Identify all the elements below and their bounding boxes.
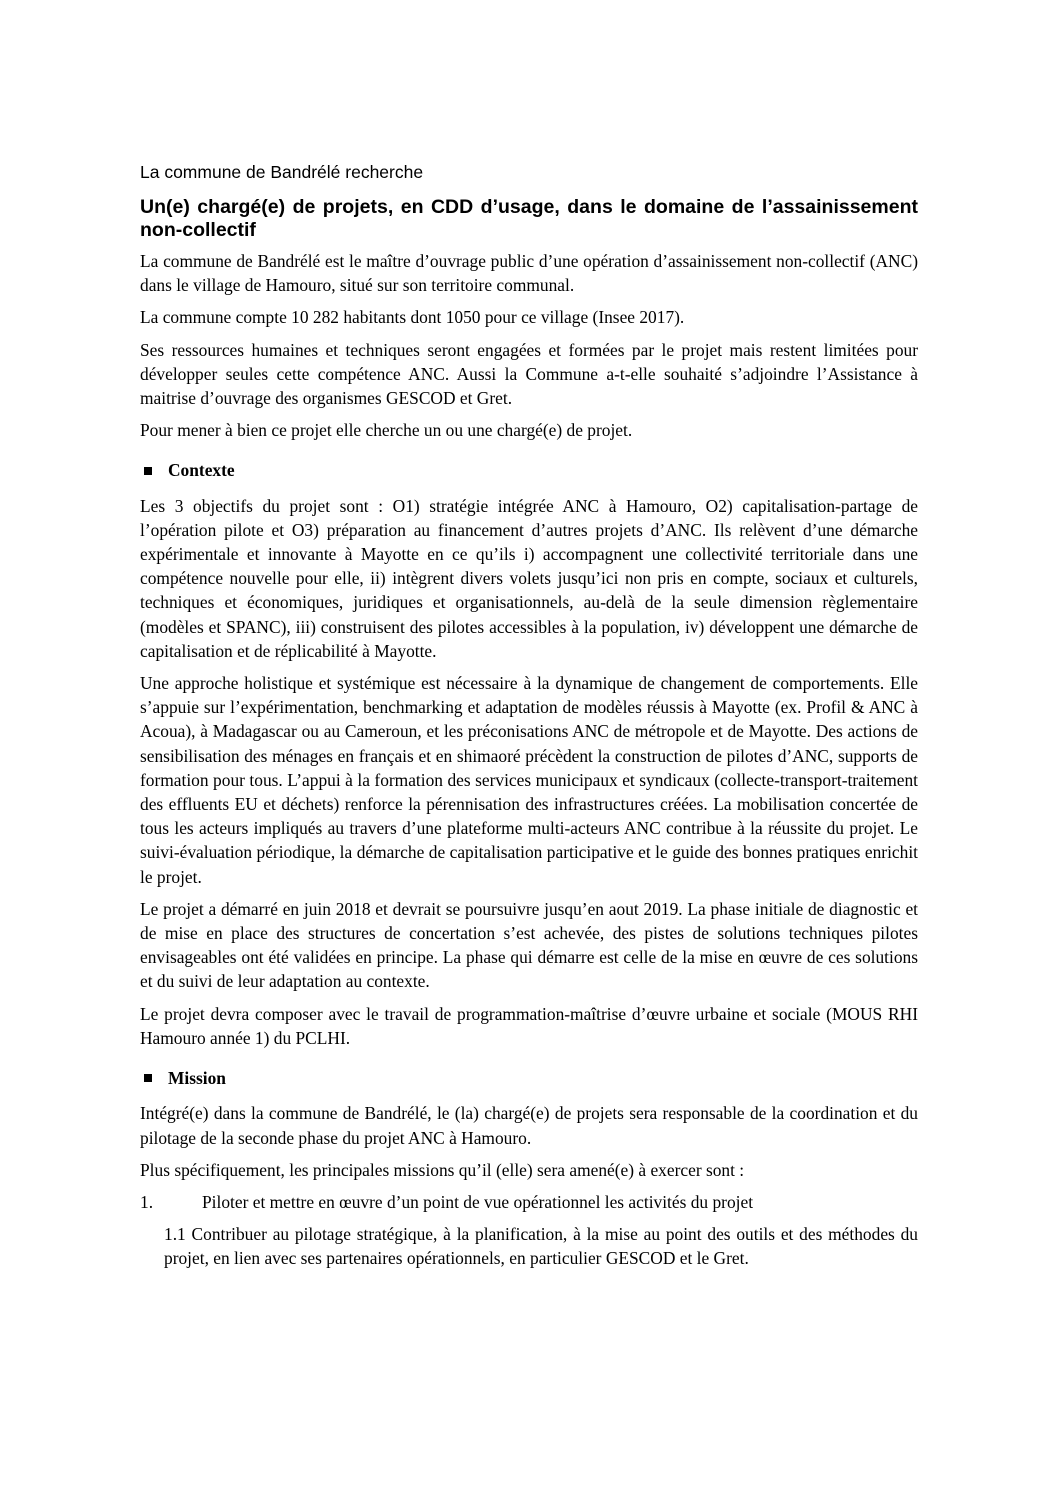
section-heading-contexte — [140, 458, 918, 482]
contexte-paragraph: Le projet devra composer avec le travail de programmation-maîtrise d’œuvre urbaine et sociale (MOUS RHI Hamouro année 1) du PCLHI. — [140, 1003, 918, 1048]
section-heading-label: Contexte — [168, 460, 235, 481]
square-bullet-icon — [144, 1074, 152, 1082]
intro-line: La commune de Bandrélé recherche — [140, 162, 424, 182]
item-text: Piloter et mettre en œuvre d’un point de vue opérationnel les activités du projet — [202, 1191, 754, 1212]
document-page — [140, 160, 918, 1271]
contexte-paragraph: Le projet a démarré en juin 2018 et devrait se poursuivre jusqu’en aout 2019. La phase initiale de diagnostic et de mise en place des structures de concertation s’est achevée, des pistes de solutions techniques pilotes envisageables ont été validées en principe. La phase qui démarre est celle de la mise en œuvre de ces solutions et du suivi de leur adaptation au contexte. — [140, 898, 918, 992]
section-heading-mission — [140, 1066, 918, 1090]
mission-paragraph: Intégré(e) dans la commune de Bandrélé, le (la) chargé(e) de projets sera responsable de la coordination et du pilotage de la seconde phase du projet ANC à Hamouro. — [140, 1103, 918, 1148]
square-bullet-icon — [144, 467, 152, 475]
contexte-paragraph: Une approche holistique et systémique est nécessaire à la dynamique de changement de comportements. Elle s’appuie sur l’expérimentation, benchmarking et adaptation de modèles réussis à Mayotte (ex. Profil & ANC à Acoua), à Madagascar ou au Cameroun, et les préconisations ANC de métropole et de Mayotte. Des actions de sensibilisation des ménages en français et en shimaoré précèdent la construction de pilotes d’ANC, supports de formation pour tous. L’appui à la formation des services municipaux et syndicaux (collecte-transport-traitement des effluents EU et déchets) renforce la pérennisation des infrastructures créées. La mobilisation concertée de tous les acteurs impliqués au travers d’une plateforme multi-acteurs ANC contribue à la réussite du projet. Le suivi-évaluation périodique, la démarche de capitalisation participative et le guide des bonnes pratiques enrichit le projet. — [140, 673, 918, 887]
contexte-paragraph: Les 3 objectifs du projet sont : O1) stratégie intégrée ANC à Hamouro, O2) capitalisation-partage de l’opération pilote et O3) préparation au financement d’autres projets d’ANC. Ils relèvent d’une démarche expérimentale et innovante à Mayotte en ce qu’ils i) accompagnent une collectivité territoriale dans une compétence nouvelle pour elle, ii) intègrent divers volets jusqu’ici non pris en compte, sociaux et culturels, techniques et économiques, juridiques et organisationnels, au-delà de la seule dimension règlementaire (modèles et SPANC), iii) construisent des pilotes accessibles à la population, iv) développent une démarche de capitalisation et de réplicabilité à Mayotte. — [140, 495, 918, 661]
intro-paragraph: Ses ressources humaines et techniques seront engagées et formées par le projet mais restent limitées pour développer seules cette compétence ANC. Aussi la Commune a-t-elle souhaité s’adjoindre l’Assistance à maitrise d’ouvrage des organismes GESCOD et Gret. — [140, 339, 918, 409]
sub-item: 1.1 Contribuer au pilotage stratégique, à la planification, à la mise au point des outils et des méthodes du projet, en lien avec ses partenaires opérationnels, en particulier GESCOD et le Gret. — [164, 1224, 918, 1269]
intro-paragraph: Pour mener à bien ce projet elle cherche un ou une chargé(e) de projet. — [140, 420, 633, 441]
item-number: 1. — [140, 1191, 154, 1212]
mission-paragraph: Plus spécifiquement, les principales missions qu’il (elle) sera amené(e) à exercer sont : — [140, 1159, 745, 1180]
numbered-item — [140, 1190, 918, 1214]
intro-paragraph: La commune compte 10 282 habitants dont 1050 pour ce village (Insee 2017). — [140, 307, 685, 328]
intro-paragraph: La commune de Bandrélé est le maître d’ouvrage public d’une opération d’assainissement non-collectif (ANC) dans le village de Hamouro, situé sur son territoire communal. — [140, 251, 918, 296]
section-heading-label: Mission — [168, 1068, 226, 1089]
job-title: Un(e) chargé(e) de projets, en CDD d’usage, dans le domaine de l’assainissement non-collectif — [140, 196, 918, 241]
